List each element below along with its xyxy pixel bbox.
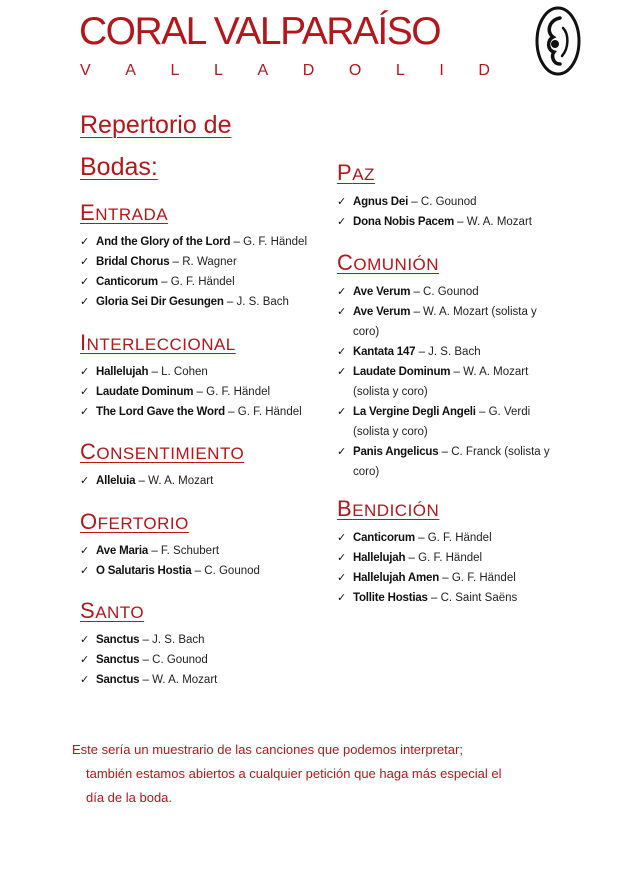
list-item: ✓ Canticorum – G. F. Händel: [337, 532, 492, 544]
list-item: ✓ Sanctus – J. S. Bach: [80, 634, 205, 646]
list-item: ✓ O Salutaris Hostia – C. Gounod: [80, 565, 260, 577]
footer-line: día de la boda.: [86, 790, 173, 805]
list-item: ✓ Ave Verum – W. A. Mozart (solista y coro): [337, 306, 537, 338]
section-heading: CONSENTIMIENTO: [80, 439, 245, 464]
list-item: ✓ Dona Nobis Pacem – W. A. Mozart: [337, 216, 532, 228]
list-item: ✓ Alleluia – W. A. Mozart: [80, 475, 214, 487]
list-item: ✓ Kantata 147 – J. S. Bach: [337, 346, 481, 358]
list-item: ✓ Laudate Dominum – W. A. Mozart (solista y coro): [337, 366, 529, 398]
subtitle-letter: D: [478, 62, 490, 79]
section-bendicion: [337, 496, 517, 608]
subtitle-letter: O: [348, 62, 362, 79]
subtitle-letter: A: [125, 62, 136, 79]
list-item: ✓ Hallelujah Amen – G. F. Händel: [337, 572, 516, 584]
list-item: ✓ Laudate Dominum – G. F. Händel: [80, 386, 271, 398]
list-item: ✓ La Vergine Degli Angeli – G. Verdi (solista y coro): [337, 406, 531, 438]
section-heading: SANTO: [80, 598, 145, 623]
list-item: ✓ Hallelujah – L. Cohen: [80, 366, 208, 378]
section-paz: [337, 160, 532, 232]
list-item: ✓ Ave Maria – F. Schubert: [80, 545, 220, 557]
subtitle-letter: L: [213, 62, 223, 79]
subtitle-letter: L: [395, 62, 405, 79]
list-item: ✓ Sanctus – W. A. Mozart: [80, 674, 218, 686]
subtitle-letter: D: [302, 62, 315, 79]
section-entrada: [80, 200, 307, 312]
choir-title: CORAL VALPARAÍSO: [79, 10, 441, 53]
choir-logo-icon: [535, 6, 581, 76]
footer-note: [72, 738, 562, 810]
list-item: ✓ Agnus Dei – C. Gounod: [337, 196, 477, 208]
list-item: ✓ Canticorum – G. F. Händel: [80, 276, 235, 288]
section-heading: BENDICIÓN: [337, 496, 440, 521]
repertoire-title: Repertorio de Bodas:: [80, 111, 232, 181]
section-santo: [80, 598, 217, 690]
subtitle-letter: A: [257, 62, 269, 79]
city-subtitle: [80, 62, 490, 80]
section-heading: INTERLECCIONAL: [80, 330, 236, 355]
footer-line: Este sería un muestrario de las canciones que podemos interpretar;: [72, 742, 463, 757]
list-item: ✓ The Lord Gave the Word – G. F. Händel: [80, 406, 302, 418]
section-heading: COMUNIÓN: [337, 250, 440, 275]
list-item: ✓ Tollite Hostias – C. Saint Saëns: [337, 592, 518, 604]
section-consentimiento: [80, 439, 244, 491]
list-item: ✓ Bridal Chorus – R. Wagner: [80, 256, 237, 268]
section-comunion: [337, 250, 562, 482]
list-item: ✓ Hallelujah – G. F. Händel: [337, 552, 483, 564]
footer-line: también estamos abiertos a cualquier petición que haga más especial el: [86, 766, 502, 781]
list-item: ✓ Sanctus – C. Gounod: [80, 654, 208, 666]
section-heading: PAZ: [337, 160, 375, 185]
list-item: ✓ And the Glory of the Lord – G. F. Händel: [80, 236, 308, 248]
section-ofertorio: [80, 509, 260, 581]
list-item: ✓ Gloria Sei Dir Gesungen – J. S. Bach: [80, 296, 289, 308]
subtitle-letter: V: [80, 62, 91, 79]
subtitle-letter: I: [439, 62, 444, 79]
section-heading: OFERTORIO: [80, 509, 189, 534]
list-item: ✓ Ave Verum – C. Gounod: [337, 286, 479, 298]
subtitle-letter: L: [170, 62, 180, 79]
section-interleccional: [80, 330, 302, 422]
list-item: ✓ Panis Angelicus – C. Franck (solista y coro): [337, 446, 550, 478]
section-heading: ENTRADA: [80, 200, 169, 225]
